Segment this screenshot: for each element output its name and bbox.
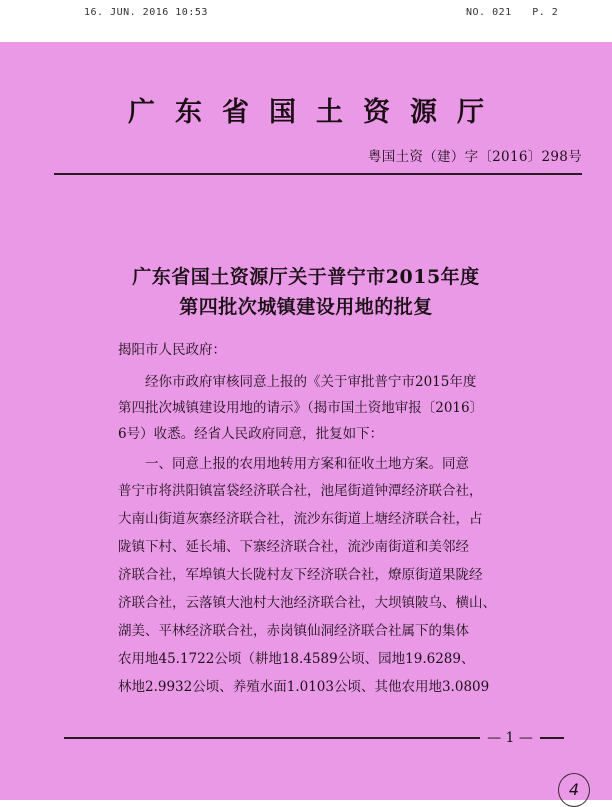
body-line: 6号）收悉。经省人民政府同意，批复如下： — [118, 426, 384, 442]
fax-number-group — [466, 7, 558, 18]
body-line: 经你市政府审核同意上报的《关于审批普宁市2015年度 — [118, 374, 477, 390]
body-line: 揭阳市人民政府： — [118, 342, 226, 358]
agency-title: 广东省国土资源厅 — [128, 97, 504, 128]
body-line: 林地2.9932公顷、养殖水面1.0103公顷、其他农用地3.0809 — [118, 679, 490, 695]
letterhead-divider — [54, 173, 582, 175]
body-line: 大南山街道灰寨经济联合社，流沙东街道上塘经济联合社，占 — [118, 511, 483, 527]
page-number: — 1 — — [480, 730, 540, 746]
body-line: 农用地45.1722公顷（耕地18.4589公顷、园地19.6289、 — [118, 651, 475, 667]
fax-page: P. 2 — [532, 7, 559, 18]
body-line: 一、同意上报的农用地转用方案和征收土地方案。同意 — [118, 456, 469, 472]
document-number: 粤国土资（建）字〔2016〕298号 — [367, 149, 582, 165]
body-line: 陇镇下村、延长埔、下寨经济联合社，流沙南街道和美邻经 — [118, 539, 469, 555]
body-line: 湖美、平林经济联合社，赤岗镇仙洞经济联合社属下的集体 — [118, 623, 469, 639]
fax-timestamp: 16. JUN. 2016 10:53 — [84, 7, 208, 18]
body-line: 第四批次城镇建设用地的请示》（揭市国土资地审报〔2016〕 — [118, 400, 484, 416]
fax-number: NO. 021 — [466, 7, 512, 18]
document-title-line-2: 第四批次城镇建设用地的批复 — [179, 296, 433, 318]
handwritten-page-mark: 4 — [558, 773, 590, 807]
document-title-line-1: 广东省国土资源厅关于普宁市2015年度 — [132, 266, 480, 288]
body-line: 济联合社，云落镇大池村大池经济联合社，大坝镇陂乌、横山、 — [118, 595, 496, 611]
document-sheet — [0, 42, 612, 800]
body-line: 普宁市将洪阳镇富袋经济联合社，池尾街道钟潭经济联合社， — [118, 483, 483, 499]
body-line: 济联合社，军埠镇大长陇村友下经济联合社，燎原街道果陇经 — [118, 567, 483, 583]
fax-header — [0, 0, 612, 42]
